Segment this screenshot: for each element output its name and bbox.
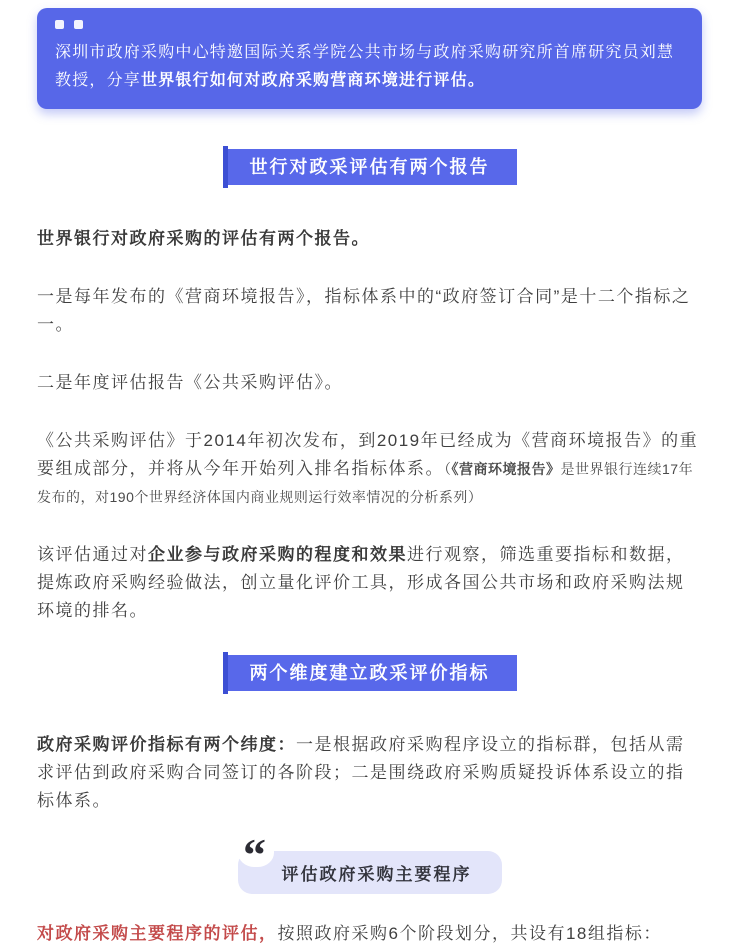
paragraph-6 xyxy=(37,731,702,815)
paragraph-3: 二是年度评估报告《公共采购评估》。 xyxy=(37,373,343,392)
paragraph-7-rest: 按照政府采购6个阶段划分，共设有18组指标： xyxy=(277,924,662,943)
paragraph-7-highlight: 对政府采购主要程序的评估， xyxy=(37,924,278,943)
section-banner-row xyxy=(37,149,702,185)
section-banner-reports: 世行对政采评估有两个报告 xyxy=(223,149,517,185)
paragraph-4-note-rest: 是世界银行连续17年发布的，对190个世界经济体国内商业规则运行效率情况的分析系列） xyxy=(37,461,694,505)
intro-quote-card xyxy=(37,8,702,109)
paragraph-1: 世界银行对政府采购的评估有两个报告。 xyxy=(37,229,370,248)
paragraph-6-rest: 一是根据政府采购程序设立的指标群，包括从需求评估到政府采购合同签订的各阶段；二是围绕政府采购质疑投诉体系设立的指标体系。 xyxy=(37,735,685,810)
section-banner-row xyxy=(37,655,702,691)
paragraph-4 xyxy=(37,427,702,511)
paragraph-6-bold: 政府采购评价指标有两个纬度： xyxy=(37,735,296,754)
paragraph-4-main: 《公共采购评估》于2014年初次发布，到2019年已经成为《营商环境报告》的重要组成部分，并将从今年开始列入排名指标体系。 xyxy=(37,431,699,478)
intro-text-regular: 深圳市政府采购中心特邀国际关系学院公共市场与政府采购研究所首席研究员刘慧教授，分享 xyxy=(55,44,675,89)
two-squares-quote-icon xyxy=(55,20,684,34)
section-banner-dimensions: 两个维度建立政采评价指标 xyxy=(223,655,517,691)
quote-heading-row xyxy=(37,835,702,894)
quote-square-icon xyxy=(55,20,64,29)
paragraph-5-pre: 该评估通过对 xyxy=(37,545,148,564)
intro-text xyxy=(55,39,684,95)
paragraph-5 xyxy=(37,541,702,625)
paragraph-4-note-bold: 《营商环境报告》 xyxy=(451,461,561,477)
paragraph-7 xyxy=(37,920,702,948)
quote-heading-title: 评估政府采购主要程序 xyxy=(281,865,472,884)
paragraph-5-post: 进行观察，筛选重要指标和数据，提炼政府采购经验做法，创立量化评价工具，形成各国公共市场和政府采购法规环境的排名。 xyxy=(37,545,685,620)
quote-heading-pill xyxy=(238,835,502,894)
intro-text-bold: 世界银行如何对政府采购营商环境进行评估。 xyxy=(141,72,486,89)
double-quote-icon: “ xyxy=(238,835,274,867)
paragraph-5-bold: 企业参与政府采购的程度和效果 xyxy=(148,545,407,564)
paragraph-4-note-open: （ xyxy=(444,461,452,477)
paragraph-2: 一是每年发布的《营商环境报告》，指标体系中的“政府签订合同”是十二个指标之一。 xyxy=(37,287,691,334)
quote-square-icon xyxy=(74,20,83,29)
